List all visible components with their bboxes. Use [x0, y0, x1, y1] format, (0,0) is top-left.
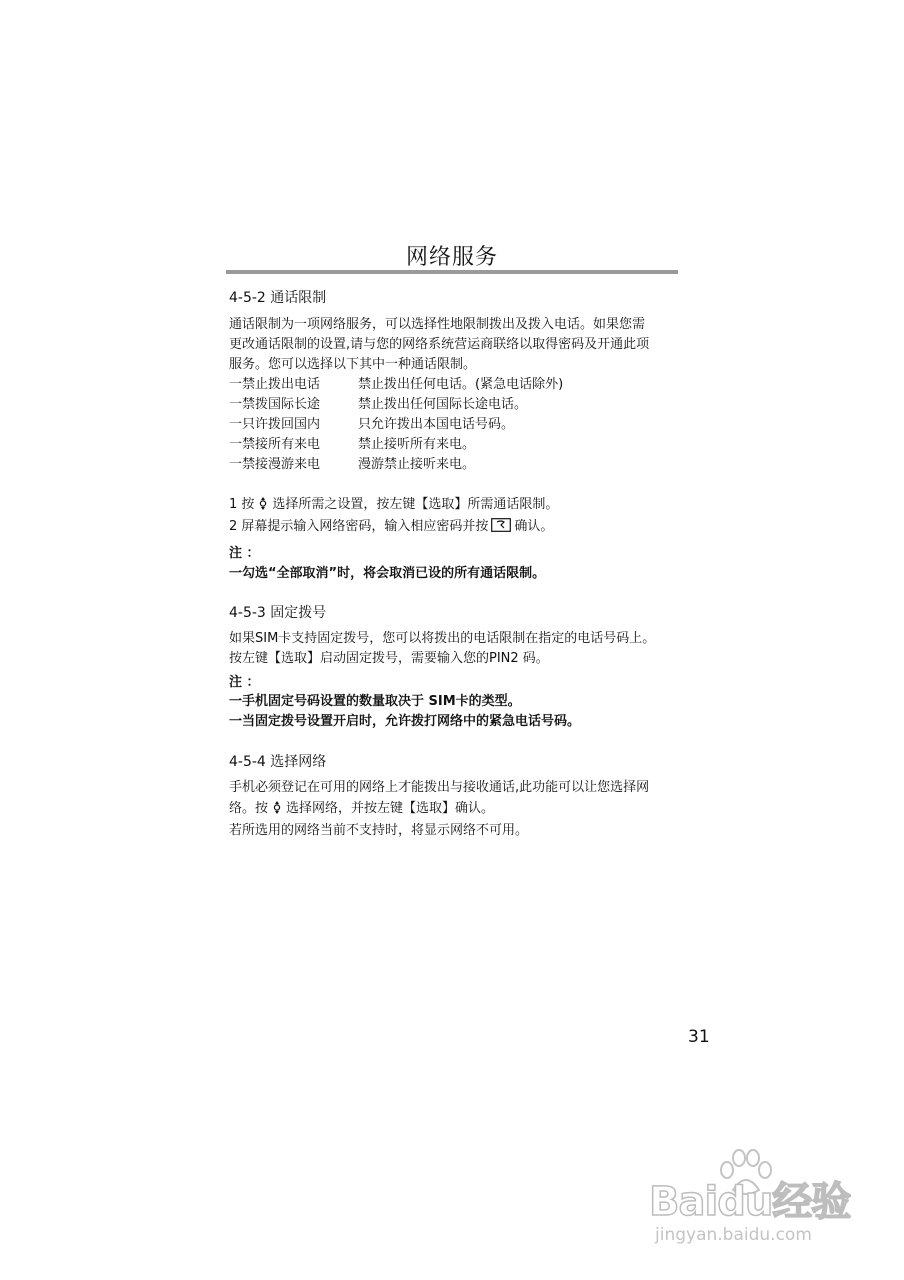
section-heading-call-barring: 4-5-2 通话限制: [229, 290, 327, 306]
note-label: 注 ：: [229, 546, 260, 561]
section-heading-network-select: 4-5-4 选择网络: [229, 754, 327, 770]
note-line: 一手机固定号码设置的数量取决于 SIM卡的类型。: [229, 694, 521, 709]
step-2: [229, 515, 553, 534]
step-text: 1 按: [229, 497, 255, 512]
step-text: 选择所需之设置，按左键【选取】所需通话限制。: [272, 497, 559, 512]
page-number: 31: [688, 1027, 710, 1047]
paragraph-line: 如果SIM卡支持固定拨号，您可以将拨出的电话限制在指定的电话号码上。: [229, 631, 656, 646]
title-divider: [226, 270, 678, 274]
option-name: 一禁拨国际长途: [229, 397, 321, 412]
watermark-url: jingyan.baidu.com: [655, 1225, 812, 1245]
step-text: 确认。: [514, 519, 554, 534]
paragraph-line: 更改通话限制的设置,请与您的网络系统营运商联络以取得密码及开通此项: [229, 337, 650, 352]
note-line: 一当固定拨号设置开启时，允许拨打网络中的紧急电话号码。: [229, 714, 581, 729]
paragraph-line: [229, 797, 494, 816]
send-key-icon: [491, 518, 511, 532]
step-1: [229, 493, 558, 512]
option-desc: 漫游禁止接听来电。: [358, 457, 476, 472]
option-name: 一禁止拨出电话: [229, 377, 321, 392]
chapter-title: 网络服务: [405, 245, 498, 270]
option-desc: 禁止拨出任何电话。(紧急电话除外): [358, 377, 564, 392]
paragraph-line: 按左键【选取】启动固定拨号，需要输入您的PIN2 码。: [229, 651, 549, 666]
nav-key-icon: [271, 800, 283, 815]
nav-key-icon: [257, 496, 269, 511]
option-name: 一禁接所有来电: [229, 437, 321, 452]
option-desc: 禁止拨出任何国际长途电话。: [358, 397, 528, 412]
section-heading-fixed-dialing: 4-5-3 固定拨号: [229, 605, 327, 621]
option-desc: 只允许拨出本国电话号码。: [358, 417, 515, 432]
option-name: 一禁接漫游来电: [229, 457, 321, 472]
note-line: 一勾选“全部取消”时，将会取消已设的所有通话限制。: [229, 566, 546, 581]
paragraph-line: 服务。您可以选择以下其中一种通话限制。: [229, 357, 477, 372]
paragraph-text: 选择网络，并按左键【选取】确认。: [286, 801, 495, 816]
paragraph-line: 若所选用的网络当前不支持时，将显示网络不可用。: [229, 823, 529, 838]
option-name: 一只许拨回国内: [229, 417, 321, 432]
note-label: 注 ：: [229, 675, 260, 690]
option-desc: 禁止接听所有来电。: [358, 437, 476, 452]
paragraph-text: 络。按: [229, 801, 269, 816]
watermark-brand: Baidu经验: [649, 1179, 851, 1225]
paragraph-line: 手机必须登记在可用的网络上才能拨出与接收通话,此功能可以让您选择网: [229, 780, 650, 795]
step-text: 2 屏幕提示输入网络密码，输入相应密码并按: [229, 519, 489, 534]
paragraph-line: 通话限制为一项网络服务，可以选择性地限制拨出及拨入电话。如果您需: [229, 317, 646, 332]
